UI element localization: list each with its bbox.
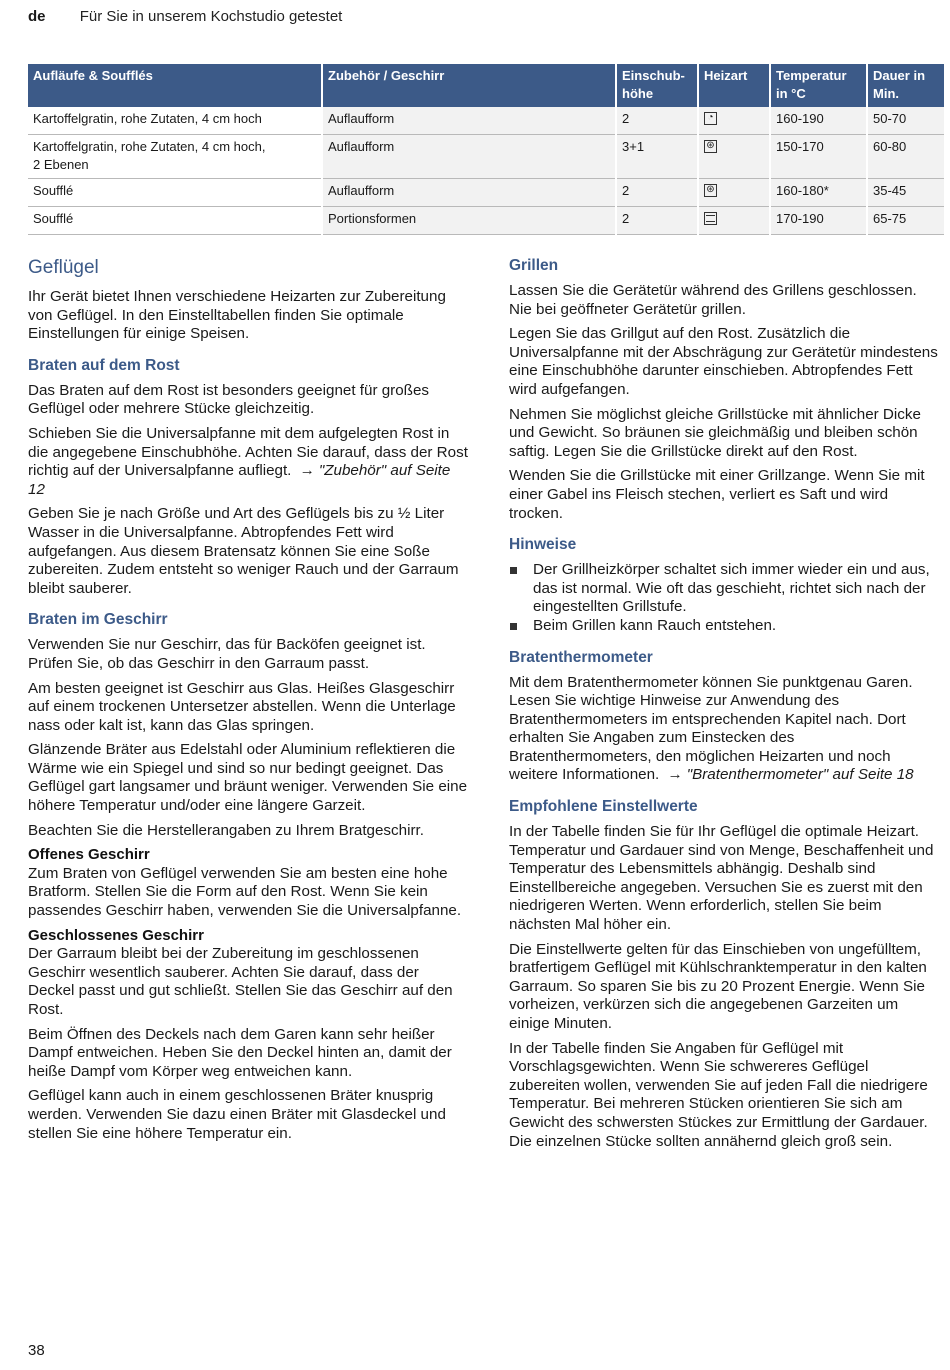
subheading-grillen: Grillen xyxy=(509,257,559,274)
cell-duration: 50-70 xyxy=(867,107,944,135)
paragraph: Legen Sie das Grillgut auf den Rost. Zusätzlich die Universalpfanne mit der Abschrägung zur Gerätetür mindestens eine Einschubhöhe darunter einschieben. Abtropfendes Fett wird aufgefangen. xyxy=(509,325,938,398)
paragraph: Schieben Sie die Universalpfanne mit dem aufgelegten Rost in die angegebene Einschubhöhe. Achten Sie darauf, dass der Rost richtig auf der Universalpfanne aufliegt. → "Zubehör" auf Seite 12 xyxy=(28,424,468,498)
cell-temperature: 160-180* xyxy=(770,179,867,207)
paragraph: Das Braten auf dem Rost ist besonders geeignet für großes Geflügel oder mehrere Stücke gleichzeitig. xyxy=(28,381,429,418)
cell-heat xyxy=(698,107,770,135)
paragraph: Mit dem Bratenthermometer können Sie punktgenau Garen. Lesen Sie wichtige Hinweise zur Anwendung des Bratenthermometers im entsprechenden Kapitel nach. Dort erhalten Sie Angaben zum Einstecken des Bratenthermometers, den möglichen Heizarten und noch weitere Informationen. → "Bratenthermometer" auf Seite 18 xyxy=(509,673,914,784)
cell-dish: Kartoffelgratin, rohe Zutaten, 4 cm hoch, 2 Ebenen xyxy=(28,135,322,179)
header-duration: Dauer in Min. xyxy=(867,64,944,107)
cell-temperature: 160-190 xyxy=(770,107,867,135)
subheading-thermometer: Bratenthermometer xyxy=(509,648,653,666)
cell-heat xyxy=(698,135,770,179)
paragraph: In der Tabelle finden Sie Angaben für Geflügel mit Vorschlagsgewichten. Wenn Sie schwereres Geflügel zubereiten wollen, verwenden Sie auf jeden Fall die niedrigere Temperatur. Bei mehreren Stücken orientieren Sie sich am Gewicht des schwersten Stückes zur Ermittlung der Gardauer. Die einzelnen Stücke sollten annähernd gleich groß sein. xyxy=(509,1039,928,1150)
cell-duration: 65-75 xyxy=(867,207,944,235)
table-header-row xyxy=(28,64,944,107)
paragraph: Beim Öffnen des Deckels nach dem Garen kann sehr heißer Dampf entweichen. Heben Sie den Deckel hinten an, damit der heiße Dampf vom Körper weg entweichen kann. xyxy=(28,1025,452,1080)
cell-duration: 35-45 xyxy=(867,179,944,207)
header-dish: Aufläufe & Soufflés xyxy=(28,64,322,107)
section-title: Geflügel xyxy=(28,257,99,278)
table-row xyxy=(28,207,944,235)
list-item: Der Grillheizkörper schaltet sich immer wieder ein und aus, das ist normal. Wie oft das geschieht, richtet sich nach der eingestellten Grillstufe. xyxy=(509,561,941,617)
paragraph: Am besten geeignet ist Geschirr aus Glas. Heißes Glasgeschirr auf einem trockenen Untersetzer abstellen. Wenn die Unterlage nass oder kalt ist, kann das Glas springen. xyxy=(28,679,456,734)
cell-level: 2 xyxy=(616,107,698,135)
paragraph: Lassen Sie die Gerätetür während des Grillens geschlossen. Nie bei geöffneter Gerätetür grillen. xyxy=(509,282,917,318)
right-column xyxy=(509,256,941,1157)
paragraph: Die Einstellwerte gelten für das Einschieben von ungefülltem, bratfertigem Geflügel mit Kühlschranktemperatur in den kalten Garraum. So sparen Sie bis zu 20 Prozent Energie. Wenn Sie vorheizen, verkürzen sich die angegebenen Garzeiten um einige Minuten. xyxy=(509,940,927,1032)
page-number: 38 xyxy=(28,1342,45,1359)
cell-heat xyxy=(698,179,770,207)
cooking-table xyxy=(28,64,944,235)
top-bottom-heat-icon: ◔ xyxy=(704,112,717,125)
arrow-icon: → xyxy=(299,462,315,480)
paragraph: Verwenden Sie nur Geschirr, das für Backöfen geeignet ist. Prüfen Sie, ob das Geschirr in den Garraum passt. xyxy=(28,636,426,672)
arrow-icon: → xyxy=(667,766,683,784)
paragraph: Zum Braten von Geflügel verwenden Sie am besten eine hohe Bratform. Stellen Sie die Form auf den Rost. Wenn Sie kein passendes Geschirr haben, verwenden Sie die Universalpfanne. xyxy=(28,864,462,920)
cell-temperature: 150-170 xyxy=(770,135,867,179)
language-code: de xyxy=(28,8,46,25)
paragraph: Geflügel kann auch in einem geschlossenen Bräter knusprig werden. Verwenden Sie dazu einen Bräter mit Glasdeckel und stellen Sie eine höhere Temperatur ein. xyxy=(28,1087,446,1142)
bold-heading-geschlossen: Geschlossenes Geschirr xyxy=(28,926,204,944)
header-temperature: Temperatur in °C xyxy=(770,64,867,107)
cell-dish: Kartoffelgratin, rohe Zutaten, 4 cm hoch xyxy=(28,107,322,135)
hot-air-icon: ⊛ xyxy=(704,184,717,197)
cell-level: 2 xyxy=(616,179,698,207)
paragraph: Der Garraum bleibt bei der Zubereitung im geschlossenen Geschirr wesentlich sauberer. Achten Sie darauf, dass der Deckel passt und gut schließt. Stellen Sie das Geschirr auf den Rost. xyxy=(28,945,453,1018)
notes-list xyxy=(509,561,941,635)
header-heat: Heizart xyxy=(698,64,770,107)
bold-heading-offen: Offenes Geschirr xyxy=(28,846,150,864)
cell-accessory: Portionsformen xyxy=(322,207,616,235)
page-header xyxy=(28,8,342,25)
paragraph: Wenden Sie die Grillstücke mit einer Grillzange. Wenn Sie mit einer Gabel ins Fleisch stechen, verliert es Saft und wird trocken. xyxy=(509,467,925,522)
paragraph: In der Tabelle finden Sie für Ihr Geflügel die optimale Heizart. Temperatur und Gardauer sind von Menge, Beschaffenheit und Temperatur des Lebensmittels abhängig. Deshalb sind Einstellbereiche angegeben. Versuchen Sie es zuerst mit den niedrigeren Werten. Wenn erforderlich, stellen Sie beim nächsten Mal höher ein. xyxy=(509,823,934,934)
left-column xyxy=(28,256,468,1149)
cell-accessory: Auflaufform xyxy=(322,135,616,179)
intro-text: Ihr Gerät bietet Ihnen verschiedene Heizarten zur Zubereitung von Geflügel. In den Einstelltabellen finden Sie optimale Einstellungen für einige Speisen. xyxy=(28,288,446,343)
list-item: Beim Grillen kann Rauch entstehen. xyxy=(509,617,941,636)
cell-heat xyxy=(698,207,770,235)
subheading-geschirr: Braten im Geschirr xyxy=(28,611,168,629)
bullet-square-icon xyxy=(510,567,517,574)
paragraph: Geben Sie je nach Größe und Art des Geflügels bis zu ½ Liter Wasser in die Universalpfanne. Abtropfendes Fett wird aufgefangen. Aus diesem Bratensatz können Sie eine Soße zubereiten. Zudem entsteht so weniger Rauch und der Garraum bleibt sauberer. xyxy=(28,505,459,597)
cell-temperature: 170-190 xyxy=(770,207,867,235)
header-title: Für Sie in unserem Kochstudio getestet xyxy=(79,8,343,25)
cell-level: 3+1 xyxy=(616,135,698,179)
subheading-rost: Braten auf dem Rost xyxy=(28,356,180,374)
header-level: Einschub- höhe xyxy=(616,64,698,107)
header-accessory: Zubehör / Geschirr xyxy=(322,64,616,107)
cross-reference-link[interactable]: "Bratenthermometer" auf Seite 18 xyxy=(686,766,914,784)
cell-level: 2 xyxy=(616,207,698,235)
table-row xyxy=(28,107,944,135)
paragraph: Nehmen Sie möglichst gleiche Grillstücke mit ähnlicher Dicke und Gewicht. So bräunen sie gleichmäßig und bleiben schön saftig. Legen Sie die Grillstücke direkt auf den Rost. xyxy=(509,405,921,460)
cell-accessory: Auflaufform xyxy=(322,179,616,207)
subheading-hinweise: Hinweise xyxy=(509,536,577,554)
paragraph: Glänzende Bräter aus Edelstahl oder Aluminium reflektieren die Wärme wie ein Spiegel und sind so nur bedingt geeignet. Das Geflügel gart langsamer und bräunt weniger. Verwenden Sie eine höhere Temperatur und/oder eine längere Garzeit. xyxy=(28,741,468,815)
table-row xyxy=(28,135,944,179)
top-bottom-heat-icon xyxy=(704,212,717,225)
hot-air-icon: ⊛ xyxy=(704,140,717,153)
cell-dish: Soufflé xyxy=(28,207,322,235)
table-row xyxy=(28,179,944,207)
cell-dish: Soufflé xyxy=(28,179,322,207)
bullet-square-icon xyxy=(510,623,517,630)
subheading-einstellwerte: Empfohlene Einstellwerte xyxy=(509,798,698,816)
cross-reference-link[interactable]: "Zubehör" auf Seite 12 xyxy=(28,462,451,498)
paragraph: Beachten Sie die Herstellerangaben zu Ihrem Bratgeschirr. xyxy=(28,821,424,839)
cell-duration: 60-80 xyxy=(867,135,944,179)
cell-accessory: Auflaufform xyxy=(322,107,616,135)
